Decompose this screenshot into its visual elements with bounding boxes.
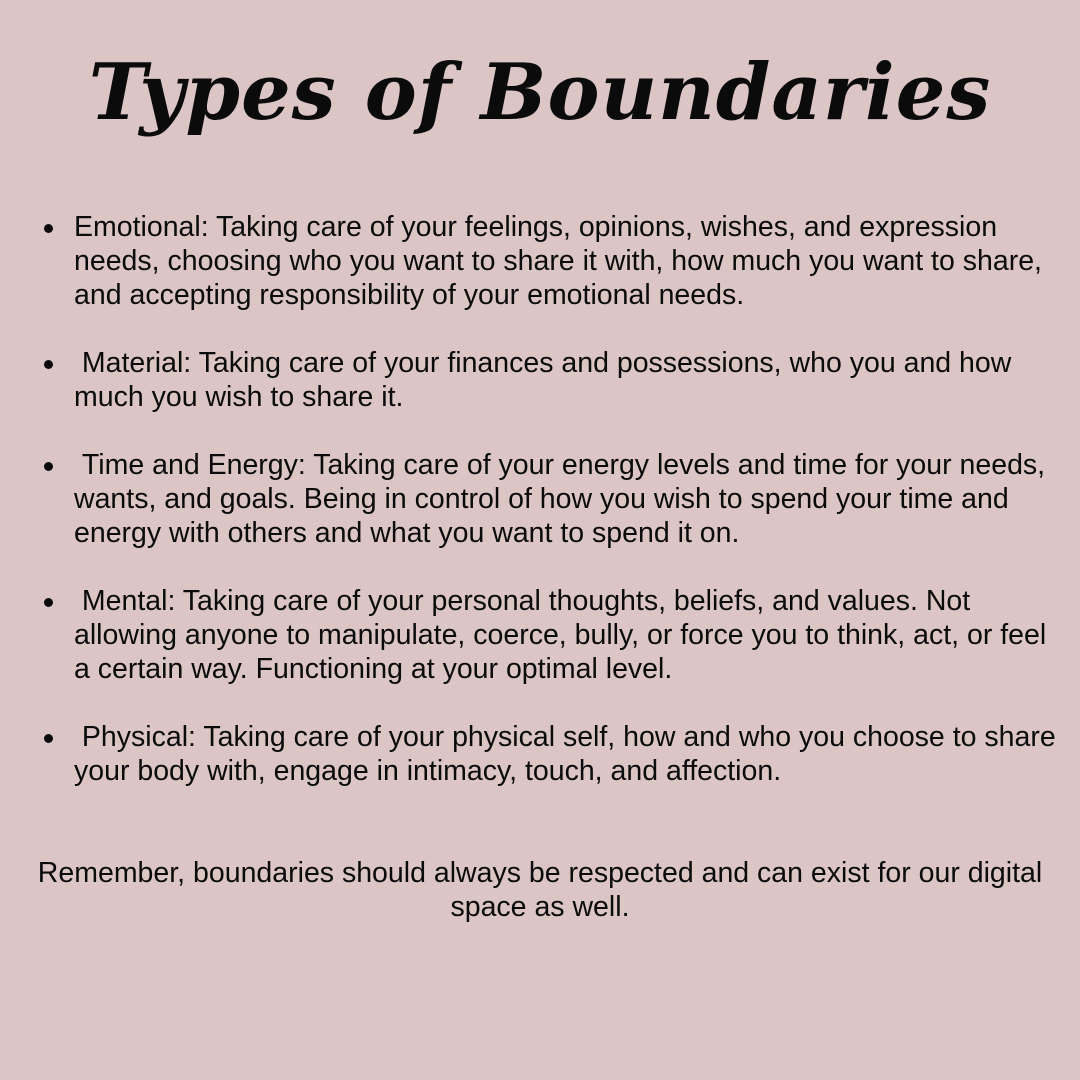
bullet-icon <box>44 462 53 471</box>
bullet-icon <box>44 734 53 743</box>
bullet-icon <box>44 224 53 233</box>
bullet-icon <box>44 598 53 607</box>
list-item-time-and-energy <box>40 448 1060 550</box>
list-item-material <box>40 346 1060 414</box>
list-item-text: Mental: Taking care of your personal thoughts, beliefs, and values. Not allowing anyone to manipulate, coerce, bully, or force you to think, act, or feel a certain way. Functioning at your optimal level. <box>74 585 1055 685</box>
list-item-text: Physical: Taking care of your physical self, how and who you choose to share your body with, engage in intimacy, touch, and affection. <box>74 721 1064 787</box>
list-item-mental <box>40 584 1060 686</box>
footer-note: Remember, boundaries should always be respected and can exist for our digital space as well. <box>37 857 1043 923</box>
list-item-emotional <box>40 210 1060 312</box>
boundaries-list <box>40 210 1064 822</box>
bullet-icon <box>44 360 53 369</box>
list-item-physical <box>40 720 1064 788</box>
list-item-text: Time and Energy: Taking care of your energy levels and time for your needs, wants, and goals. Being in control of how you wish to spend your time and energy with others and what you want to spend it on. <box>74 449 1054 549</box>
page-title: Types of Boundaries <box>88 47 992 138</box>
list-item-text: Material: Taking care of your finances and possessions, who you and how much you wish to share it. <box>74 347 1020 413</box>
list-item-text: Emotional: Taking care of your feelings, opinions, wishes, and expression needs, choosing who you want to share it with, how much you want to share, and accepting responsibility of your emotional needs. <box>74 211 1050 311</box>
